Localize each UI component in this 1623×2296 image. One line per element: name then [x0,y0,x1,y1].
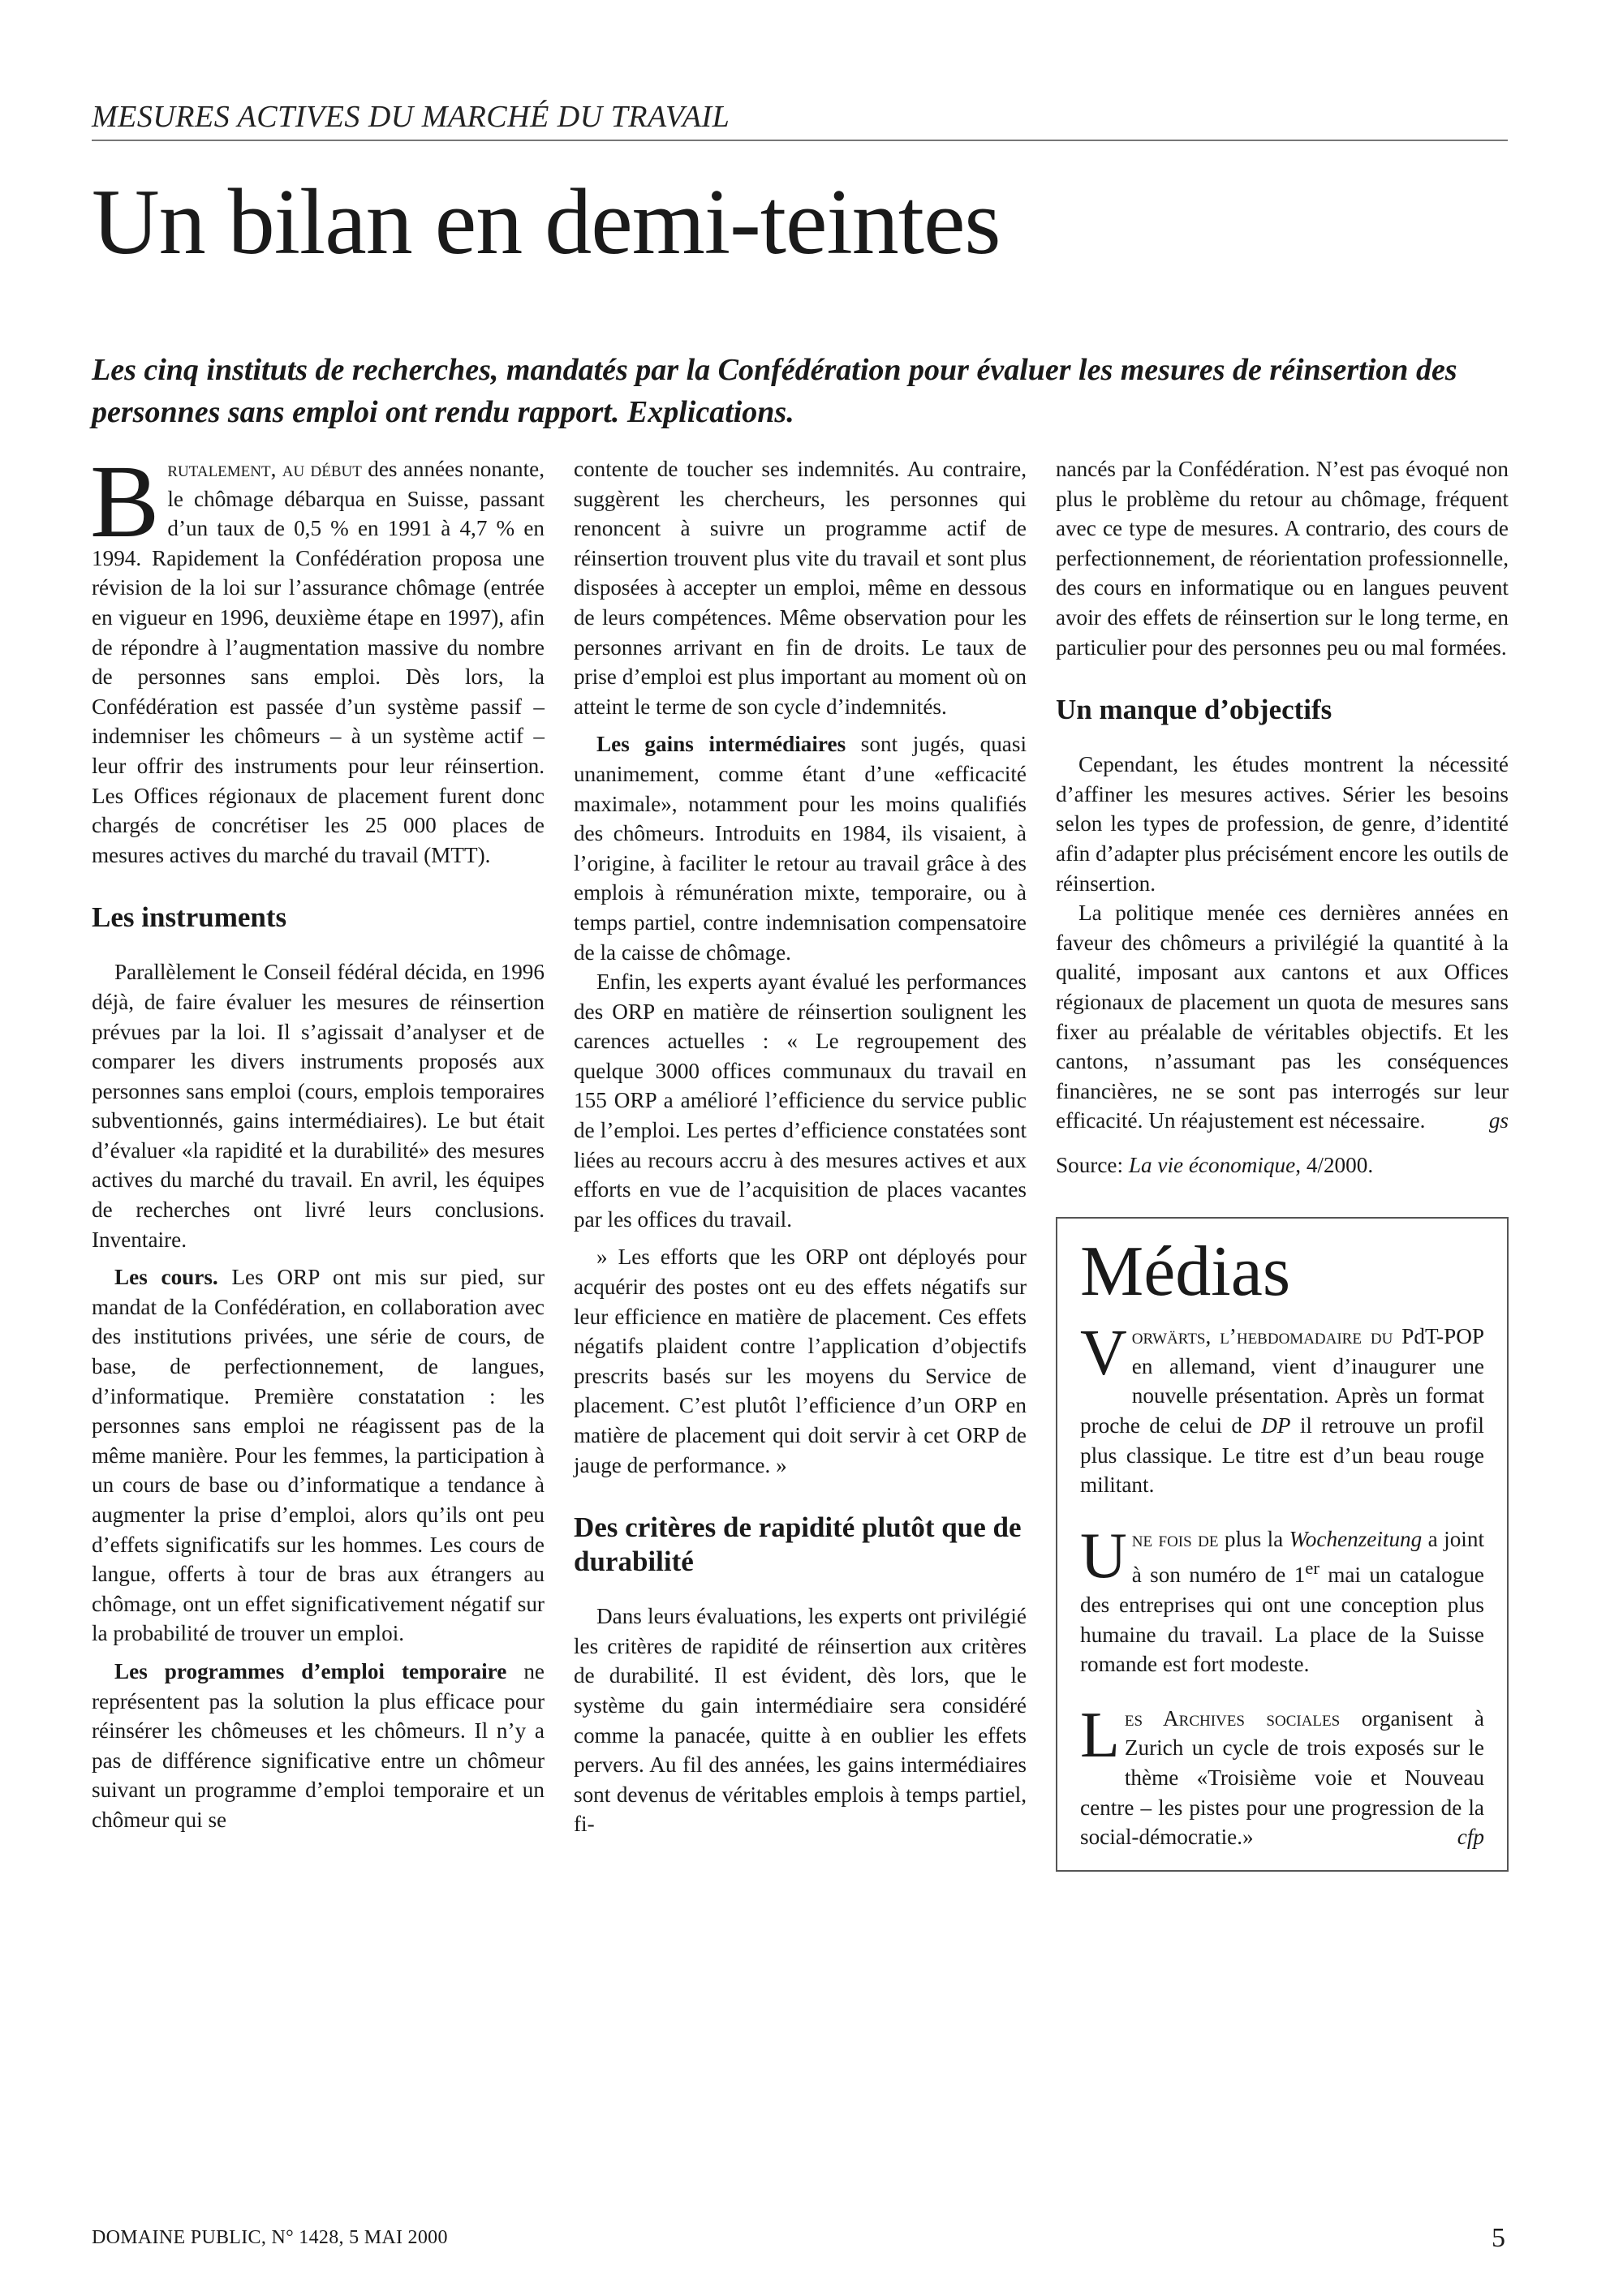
paragraph: nancés par la Confédération. N’est pas évoqué non plus le problème du retour au chômage, fréquent avec ce type de mesures. A contrario, des cours de perfectionnement, de réorientation professionnelle, des cours en informatique ou en langues peuvent avoir des effets de réinsertion sur le long terme, en particulier pour des personnes peu ou mal formées. [1056,457,1509,660]
paragraph: Enfin, les experts ayant évalué les performances des ORP en matière de réinsertion soulignent les carences actuelles : « Le regroupement des quelque 3000 offices communaux du travail en 155 ORP a amélioré l’efficience du service public de l’emploi. Les pertes d’efficience constatées sont liées au recours accru à des mesures actives et aux efforts en vue de l’acquisition de places vacantes par les offices du travail. [574,970,1027,1232]
subhead-instruments: Les instruments [92,901,287,934]
subhead-objectifs: Un manque d’objectifs [1056,694,1332,726]
column-1 [90,444,545,2170]
page-number: 5 [1492,2223,1505,2253]
column-2 [574,454,1027,2170]
subhead-criteres: Des critères de rapidité plutôt que de durabilité [574,1511,1022,1578]
medias-title: Médias [1080,1232,1291,1312]
drop-cap: L [1080,1699,1120,1771]
column-3 [1056,454,1509,2170]
drop-cap: U [1080,1520,1127,1592]
paragraph: Parallèlement le Conseil fédéral décida, en 1996 déjà, de faire évaluer les mesures de réinsertion prévues par la loi. Il s’agissait d’analyser et de comparer les divers instruments proposés aux personnes sans emploi (cours, emplois temporaires subventionnés, gains intermédiaires). Le but était d’évaluer «la rapidité et la durabilité» des mesures actives du marché du travail. En avril, les équipes de recherches ont livré leurs conclusions. Inventaire. [92,960,545,1252]
drop-cap: B [90,444,160,559]
medias-item: Une fois de plus la Wochenzeitung a joint à son numéro de 1er mai un catalogue des entreprises qui ont une conception plus humaine du travail. La place de la Suisse romande est fort modeste. [1080,1520,1484,1677]
author-signature: gs [1488,1108,1509,1133]
paragraph: » Les efforts que les ORP ont déployés pour acquérir des postes ont eu des effets négatifs sur leur efficience en matière de placement. Ces effets négatifs plaident contre l’application d’objectifs prescrits basés sur les moyens du Service de placement. C’est plutôt l’efficience d’un ORP en matière de placement qui doit servir à cet ORP de jauge de performance. » [574,1245,1027,1477]
section-kicker: MESURES ACTIVES DU MARCHÉ DU TRAVAIL [92,99,1508,141]
intro-paragraph: Brutalement, au début des années nonante, le chômage débarqua en Suisse, passant d’un taux de 0,5 % en 1991 à 4,7 % en 1994. Rapidement la Confédération proposa une révision de la loi sur l’assurance chômage (entrée en vigueur en 1996, deuxième étape en 1997), afin de répondre à l’augmentation massive du nombre de personnes sans emploi. Dès lors, la Confédération est passée d’un système passif – indemniser les chômeurs – à un système actif – leur offrir des instruments pour leur réinsertion. Les Offices régionaux de placement furent donc chargés de concrétiser les 25 000 places de mesures actives du marché du travail (MTT). [90,444,545,867]
paragraph: La politique menée ces dernières années en faveur des chômeurs a privilégié la quantité à la qualité, imposant aux cantons et aux Offices régionaux de placement un quota de mesures sans fixer au préalable de véritables objectifs. Et les cantons, n’assumant pas les conséquences financières, ne se sont pas interrogés sur leur efficacité. Un réajustement est nécessaire. gs [1056,898,1509,1136]
medias-item: Vorwärts, l’hebdomadaire du PdT-POP en allemand, vient d’inaugurer une nouvelle présentation. Après un format proche de celui de DP il retrouve un profil plus classique. Le titre est d’un beau rouge militant. [1080,1318,1484,1498]
medias-item: Les Archives sociales organisent à Zurich un cycle de trois exposés sur le thème «Troisième voie et Nouveau centre – les pistes pour une progression de la social-démocratie.» cfp [1080,1704,1484,1852]
paragraph: Les programmes d’emploi temporaire ne représentent pas la solution la plus efficace pour réinsérer les chômeuses et les chômeurs. Il n’y a pas de différence significative entre un chômeur suivant un programme d’emploi temporaire et un chômeur qui se [92,1658,545,1832]
article-lead: Les cinq instituts de recherches, mandatés par la Confédération pour évaluer les mesures de réinsertion des personnes sans emploi ont rendu rapport. Explications. [92,353,1457,430]
drop-cap: V [1080,1318,1127,1390]
paragraph: Les gains intermédiaires sont jugés, quasi unanimement, comme étant d’une «efficacité maximale», notamment pour les moins qualifiés des chômeurs. Introduits en 1984, ils visaient, à l’origine, à faciliter le retour au travail grâce à des emplois à rémunération mixte, temporaire, ou à temps partiel, contre indemnisation compensatoire de la caisse de chômage. [574,732,1027,965]
medias-box [1056,1217,1509,1871]
author-signature: cfp [1457,1825,1484,1850]
article-title: Un bilan en demi-teintes [92,170,1001,274]
paragraph: Les cours. Les ORP ont mis sur pied, sur mandat de la Confédération, en collaboration avec des institutions privées, une série de cours, de base, de perfectionnement, de langues, d’informatique. Première constatation : les personnes sans emploi ne réagissent pas de la même manière. Pour les femmes, la participation à un cours de base ou d’informatique a tendance à augmenter la prise d’emploi, alors qu’ils ont peu d’effets significatifs sur les hommes. Les cours de langue, offerts à tour de bras aux étrangers au chômage, ont un effet significativement négatif sur la probabilité de trouver un emploi. [92,1265,545,1646]
source-note: Source: La vie économique, 4/2000. [1056,1152,1374,1177]
footer-publication: DOMAINE PUBLIC, N° 1428, 5 MAI 2000 [92,2227,448,2248]
paragraph: Cependant, les études montrent la nécessité d’affiner les mesures actives. Sérier les besoins selon les types de profession, de genre, d’identité afin d’adapter plus précisément encore les outils de réinsertion. [1056,752,1509,896]
paragraph: Dans leurs évaluations, les experts ont privilégié les critères de rapidité de réinsertion aux critères de durabilité. Il est évident, dès lors, que le système du gain intermédiaire sera considéré comme la panacée, quitte à en oublier les effets pervers. Au fil des années, les gains intermédiaires sont devenus de véritables emplois à temps partiel, fi- [574,1604,1027,1837]
paragraph: contente de toucher ses indemnités. Au contraire, suggèrent les chercheurs, les personnes qui renoncent à suivre un programme actif de réinsertion trouvent plus vite du travail et sont plus disposées à accepter un emploi, même en dessous de leurs compétences. Même observation pour les personnes arrivant en fin de droits. Le taux de prise d’emploi est plus important au moment où on atteint le terme de son cycle d’indemnités. [574,457,1027,719]
